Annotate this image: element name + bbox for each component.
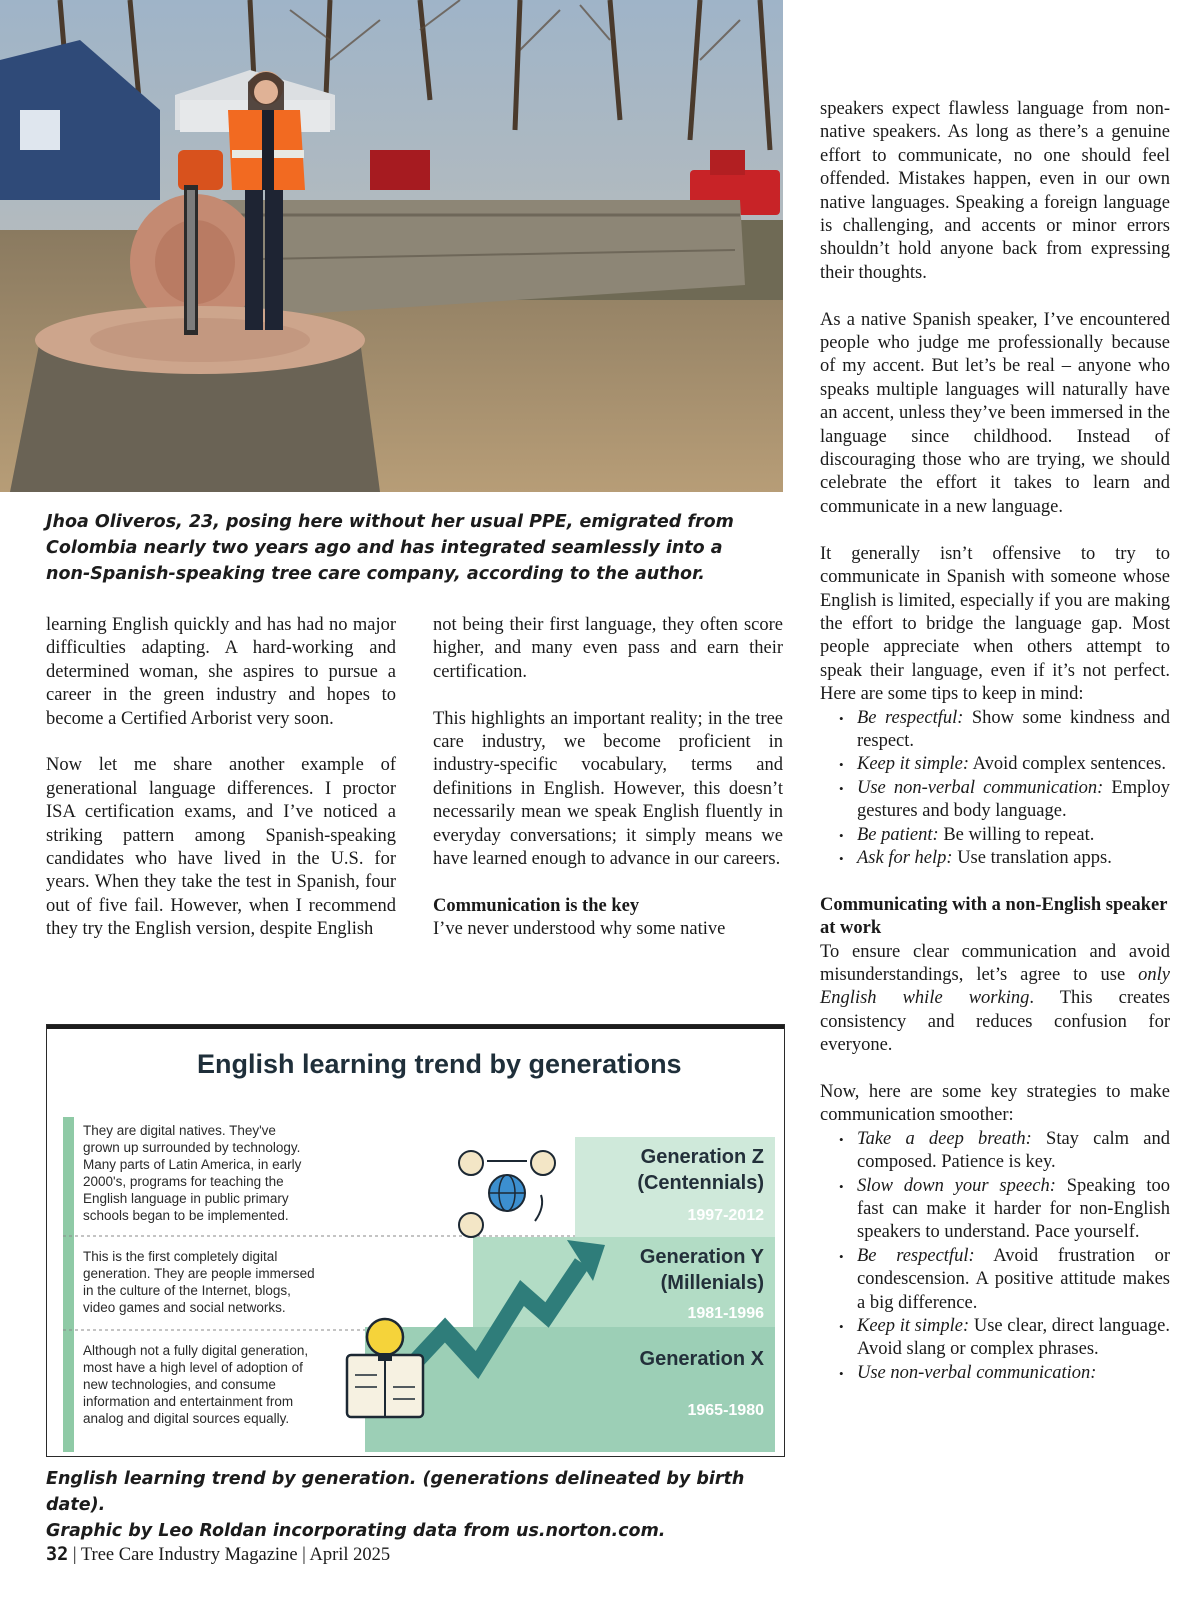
gen-label: Generation Z (640, 1146, 764, 1168)
svg-text:Although not a fully digital g: Although not a fully digital generation, (83, 1343, 309, 1358)
body-paragraph: not being their first language, they often score higher, and many even pass and earn their certification. (433, 615, 783, 682)
svg-text:generation. They are people im: generation. They are people immersed (83, 1266, 315, 1281)
svg-text:2000's, programs for teaching: 2000's, programs for teaching the (83, 1174, 284, 1189)
svg-text:information and entertainment: information and entertainment from (83, 1394, 294, 1409)
article-column-2 (433, 614, 783, 942)
list-item: • Be respectful: Show some kindness and respect. (857, 707, 1170, 754)
photo-caption (46, 509, 776, 587)
svg-text:grown up surrounded by technol: grown up surrounded by technology. (83, 1140, 301, 1155)
svg-text:most have a high level of adop: most have a high level of adoption of (83, 1360, 303, 1375)
article-column-1 (46, 614, 396, 942)
svg-text:English language in public pri: English language in public primary (83, 1191, 289, 1206)
left-accent-bar (63, 1117, 74, 1452)
globe-people-icon (459, 1151, 555, 1237)
caption-line: English learning trend by generation. (generations delineated by birth date). (46, 1469, 745, 1515)
gen-years: 1997-2012 (687, 1207, 764, 1224)
row-description (83, 1343, 308, 1426)
list-item: • Keep it simple: Avoid complex sentences. (857, 753, 1170, 776)
caption-line: Jhoa Oliveros, 23, posing here without her usual PPE, emigrated from (46, 512, 734, 532)
body-paragraph: speakers expect flawless language from non-native speakers. As long as there’s a genuine effort to communicate, no one should feel offended. Mistakes happen, even in our own native languages. Speaking a foreign language is challenging, and accents or minor errors shouldn’t hold anyone back from expressing their thoughts. (820, 99, 1170, 283)
body-paragraph: To ensure clear communication and avoid misunderstandings, let’s agree to use only English while working. This creates consistency and reduces confusion for everyone. (820, 941, 1170, 1056)
svg-text:in the culture of the Internet: in the culture of the Internet, blogs, (83, 1283, 291, 1298)
svg-text:analog and digital sources equ: analog and digital sources equally. (83, 1411, 290, 1426)
body-paragraph: It generally isn’t offensive to try to communicate in Spanish with someone whose English is limited, especially if you are making the effort to bridge the language gap. Most people appreciate when others attempt to speak their language, even if it’s not perfect. Here are some tips to keep in mind: (820, 543, 1170, 705)
list-item: • Ask for help: Use translation apps. (857, 847, 1170, 870)
svg-text:new technologies, and consume: new technologies, and consume (83, 1377, 276, 1392)
body-paragraph: This highlights an important reality; in the tree care industry, we become proficient in industry-specific vocabulary, terms and definitions in English. However, this doesn’t necessarily mean we speak English fluently in everyday conversations; it simply means we have learned enough to advance in our careers. (433, 708, 783, 870)
photo-illustration (0, 0, 783, 492)
svg-text:They are digital natives. They: They are digital natives. They've (83, 1123, 276, 1138)
article-column-3 (820, 98, 1170, 1385)
list-item: • Keep it simple: Use clear, direct language. Avoid slang or complex phrases. (857, 1315, 1170, 1362)
section-heading: Communication is the key (433, 895, 640, 916)
list-item: • Use non-verbal communication: Employ gestures and body language. (857, 777, 1170, 824)
list-item: • Be patient: Be willing to repeat. (857, 824, 1170, 847)
svg-text:video games and social network: video games and social networks. (83, 1300, 286, 1315)
gen-label: (Millenials) (660, 1272, 764, 1294)
gen-years: 1965-1980 (687, 1402, 764, 1419)
page-footer (46, 1544, 390, 1566)
infographic-title: English learning trend by generations (197, 1049, 682, 1079)
row-description (83, 1249, 315, 1315)
caption-line: Colombia nearly two years ago and has integrated seamlessly into a (46, 538, 723, 558)
body-paragraph: learning English quickly and has had no major difficulties adapting. A hard-working and determined woman, she aspires to pursue a career in the green industry and hopes to become a Certified Arborist very soon. (46, 615, 396, 729)
svg-text:This is the first completely d: This is the first completely digital (83, 1249, 278, 1264)
body-paragraph: Now, here are some key strategies to make communication smoother: (820, 1082, 1170, 1126)
article-photo (0, 0, 783, 492)
caption-line: non-Spanish-speaking tree care company, according to the author. (46, 564, 705, 584)
row-description (83, 1123, 302, 1223)
gen-label: (Centennials) (637, 1172, 764, 1194)
body-paragraph: I’ve never understood why some native (433, 919, 726, 940)
body-paragraph: Now let me share another example of generational language differences. I proctor ISA certification exams, and I’ve noticed a striking pattern among Spanish-speaking candidates who have lived in the U.S. for years. When they take the test in Spanish, four out of five fail. However, when I recommend they try the English version, despite English (46, 755, 396, 940)
list-item: • Take a deep breath: Stay calm and composed. Patience is key. (857, 1128, 1170, 1175)
page-number: 32 (46, 1544, 69, 1565)
gen-label: Generation Y (639, 1246, 764, 1268)
list-item: • Slow down your speech: Speaking too fast can make it harder for non-English speakers to understand. Pace yourself. (857, 1175, 1170, 1245)
gen-years: 1981-1996 (687, 1305, 764, 1322)
infographic-caption (46, 1466, 806, 1544)
generations-infographic (46, 1024, 785, 1457)
tips-list (820, 707, 1170, 871)
section-heading: Communicating with a non-English speaker at work (820, 894, 1168, 939)
publication-info: | Tree Care Industry Magazine | April 2025 (68, 1545, 391, 1565)
caption-line: Graphic by Leo Roldan incorporating data from us.norton.com. (46, 1521, 666, 1541)
strategies-list (820, 1128, 1170, 1385)
gen-label: Generation X (639, 1348, 764, 1370)
list-item: • Use non-verbal communication: (857, 1362, 1170, 1385)
list-item: • Be respectful: Avoid frustration or condescension. A positive attitude makes a big difference. (857, 1245, 1170, 1315)
svg-text:schools began to be implemente: schools began to be implemented. (83, 1208, 289, 1223)
infographic-graphic (47, 1025, 784, 1456)
body-paragraph: As a native Spanish speaker, I’ve encountered people who judge me professionally because of my accent. But let’s be real – anyone who speaks multiple languages will naturally have an accent, unless they’ve been immersed in the language since childhood. Instead of discouraging those who are trying, we should celebrate the effort it takes to learn and communicate in a new language. (820, 309, 1170, 517)
svg-text:Many parts of Latin America, i: Many parts of Latin America, in early (83, 1157, 302, 1172)
